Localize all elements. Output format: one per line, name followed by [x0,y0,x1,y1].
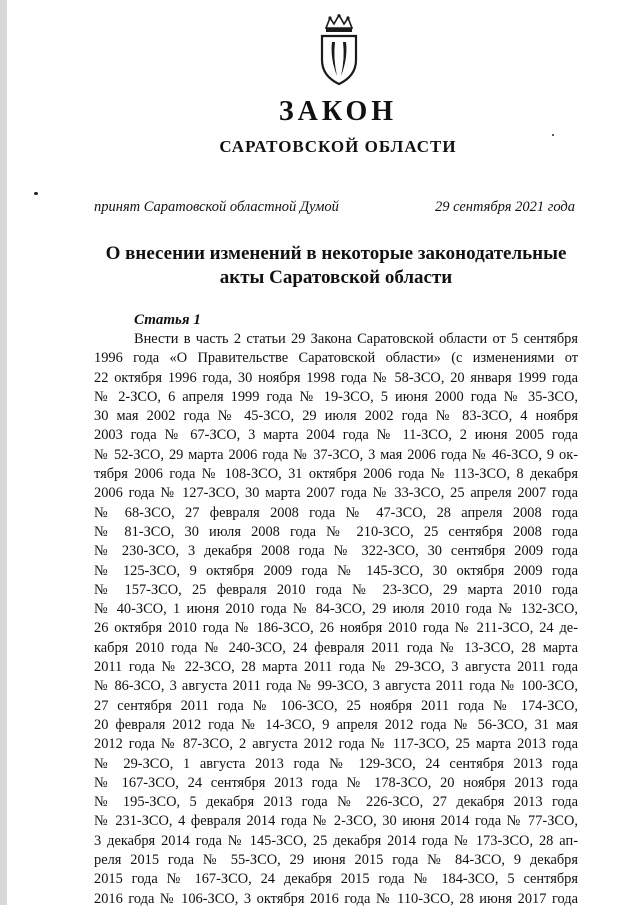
law-heading [94,242,578,290]
adoption-date: 29 сентября 2021 года [434,199,575,215]
body-line: № 125-ЗСО, 9 октября 2009 года № 145-ЗСО, 30 октября 2009 года [94,562,578,579]
body-line: 2016 года № 106-ЗСО, 3 октября 2016 года № 110-ЗСО, 28 июня 2017 года [94,890,578,907]
body-line: 2006 года № 127-ЗСО, 30 марта 2007 года № 33-ЗСО, 25 апреля 2007 года [94,485,578,502]
body-line: 20 февраля 2012 года № 14-ЗСО, 9 апреля 2012 года № 56-ЗСО, 31 мая [94,716,578,733]
coat-of-arms-icon [318,14,360,86]
scan-speck [34,192,38,195]
law-title: ЗАКОН [278,96,398,127]
body-line: Внести в часть 2 статьи 29 Закона Саратовской области от 5 сентября [134,331,578,347]
body-line: 22 октября 1996 года, 30 ноября 1998 года № 58-ЗСО, 20 января 1999 года [94,369,578,386]
body-line: тября 2006 года № 108-ЗСО, 31 октября 2006 года № 113-ЗСО, 8 декабря [94,466,578,483]
body-line: № 29-ЗСО, 1 августа 2013 года № 129-ЗСО, 24 сентября 2013 года [94,755,578,772]
body-line: № 81-ЗСО, 30 июля 2008 года № 210-ЗСО, 25 сентября 2008 года [94,523,578,540]
heading-line: акты Саратовской области [219,267,453,288]
scan-edge [0,0,7,905]
body-line: реля 2015 года № 55-ЗСО, 29 июня 2015 года № 84-ЗСО, 9 декабря [94,852,578,869]
body-line: 2012 года № 87-ЗСО, 2 августа 2012 года № 117-ЗСО, 25 марта 2013 года [94,736,578,753]
body-line: № 195-ЗСО, 5 декабря 2013 года № 226-ЗСО, 27 декабря 2013 года [94,794,578,811]
adopted-by: принят Саратовской областной Думой [94,199,339,215]
body-line: № 157-ЗСО, 25 февраля 2010 года № 23-ЗСО, 29 марта 2010 года [94,581,578,598]
body-line: № 231-ЗСО, 4 февраля 2014 года № 2-ЗСО, 30 июня 2014 года № 77-ЗСО, [94,813,578,830]
body-line: № 68-ЗСО, 27 февраля 2008 года № 47-ЗСО, 28 апреля 2008 года [94,504,578,521]
heading-line: О внесении изменений в некоторые законодательные [105,243,567,264]
body-line: № 230-ЗСО, 3 декабря 2008 года № 322-ЗСО, 30 сентября 2009 года [94,543,578,560]
body-line: № 167-ЗСО, 24 сентября 2013 года № 178-ЗСО, 20 ноября 2013 года [94,774,578,791]
body-line: № 40-ЗСО, 1 июня 2010 года № 84-ЗСО, 29 июля 2010 года № 132-ЗСО, [94,601,578,618]
region-subtitle: САРАТОВСКОЙ ОБЛАСТИ [219,137,457,156]
body-line: 2003 года № 67-ЗСО, 3 марта 2004 года № 11-ЗСО, 2 июня 2005 года [94,427,578,444]
body-line: 2015 года № 167-ЗСО, 24 декабря 2015 года № 184-ЗСО, 5 сентября [94,871,578,888]
body-line: № 52-ЗСО, 29 марта 2006 года № 37-ЗСО, 3 мая 2006 года № 46-ЗСО, 9 ок- [94,446,578,463]
body-line: 30 мая 2002 года № 45-ЗСО, 29 июля 2002 года № 83-ЗСО, 4 ноября [94,408,578,425]
body-line: 27 сентября 2011 года № 106-ЗСО, 25 ноября 2011 года № 174-ЗСО, [94,697,578,714]
article-body [94,330,578,909]
article-title: Статья 1 [134,312,201,328]
body-line: 2011 года № 22-ЗСО, 28 марта 2011 года № 29-ЗСО, 3 августа 2011 года [94,659,578,676]
body-line: 26 октября 2010 года № 186-ЗСО, 26 ноября 2010 года № 211-ЗСО, 24 де- [94,620,578,637]
body-line: № 2-ЗСО, 6 апреля 1999 года № 19-ЗСО, 5 июня 2000 года № 35-ЗСО, [94,388,578,405]
body-line: кабря 2010 года № 240-ЗСО, 24 февраля 2011 года № 13-ЗСО, 28 марта [94,639,578,656]
scan-speck [552,134,554,136]
body-line: 1996 года «О Правительстве Саратовской области» (с изменениями от [94,350,578,367]
body-line: 3 декабря 2014 года № 145-ЗСО, 25 декабря 2014 года № 173-ЗСО, 28 ап- [94,832,578,849]
body-line: № 86-ЗСО, 3 августа 2011 года № 99-ЗСО, 3 августа 2011 года № 100-ЗСО, [94,678,578,695]
